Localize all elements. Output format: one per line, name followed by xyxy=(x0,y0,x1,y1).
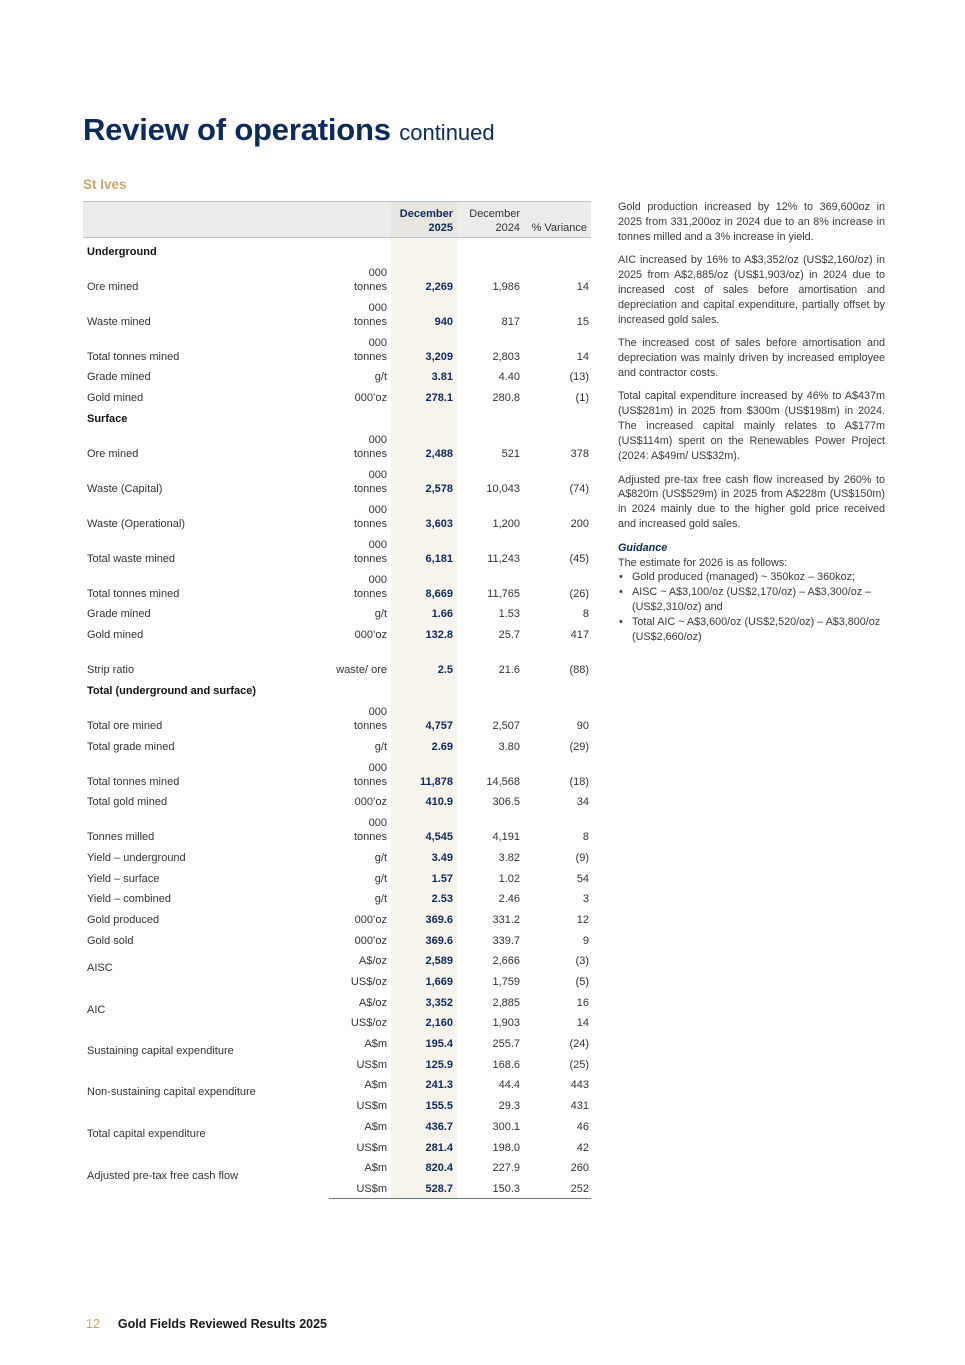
cell-current: 2,589 xyxy=(391,948,457,969)
row-label: Gold sold xyxy=(87,934,134,947)
cell-variance: 9 xyxy=(582,934,589,947)
cell-variance: 3 xyxy=(582,893,589,906)
cell-variance: (88) xyxy=(569,664,589,677)
cell-current xyxy=(391,238,457,259)
cell-unit: 000 tonnes xyxy=(353,266,387,293)
cell-unit: 000 tonnes xyxy=(353,761,387,788)
cell-prior: 44.4 xyxy=(498,1079,520,1092)
row-label: Total tonnes mined xyxy=(87,350,180,363)
row-label: Total capital expenditure xyxy=(87,1127,206,1140)
cell-prior: 306.5 xyxy=(492,796,520,809)
cell-variance: 260 xyxy=(570,1162,589,1175)
table-row xyxy=(83,1113,591,1134)
commentary-paragraph: Adjusted pre-tax free cash flow increased by 260% to A$820m (US$529m) in 2025 from A$228m (US$150m) in 2024 mainly due to the higher gold price received and increased gold sales. xyxy=(618,473,885,531)
cell-variance: (18) xyxy=(569,775,589,788)
page-footer xyxy=(86,1317,327,1331)
table-row xyxy=(83,642,591,677)
table-row xyxy=(83,364,591,385)
cell-current: 3.49 xyxy=(391,844,457,865)
cell-unit: US$m xyxy=(356,1141,387,1154)
cell-unit: g/t xyxy=(374,371,387,384)
cell-current xyxy=(391,677,457,698)
commentary-paragraph: Total capital expenditure increased by 46% to A$437m (US$281m) in 2025 from $300m (US$198m) in 2024. The increased capital mainly relates to A$177m (US$114m) spent on the Renewables Power Project (2024: A$49m/ US$32m). xyxy=(618,390,885,463)
operations-table xyxy=(83,201,591,1199)
table-row xyxy=(83,698,591,733)
table-row xyxy=(83,531,591,566)
cell-current: 6,181 xyxy=(391,531,457,566)
cell-variance: 42 xyxy=(576,1141,589,1154)
table-row xyxy=(83,844,591,865)
page-title xyxy=(83,112,495,148)
guidance-item: • Total AIC ~ A$3,600/oz (US$2,520/oz) – A$3,800/oz (US$2,660/oz) xyxy=(618,615,885,645)
cell-unit: 000 tonnes xyxy=(353,705,387,732)
cell-current: 436.7 xyxy=(391,1113,457,1134)
cell-variance xyxy=(524,405,591,426)
row-label: Total waste mined xyxy=(87,552,176,565)
cell-prior: 29.3 xyxy=(498,1100,520,1113)
cell-unit: 000 tonnes xyxy=(353,301,387,328)
row-label: Waste mined xyxy=(87,315,151,328)
cell-prior: 14,568 xyxy=(486,775,520,788)
header-variance: % Variance xyxy=(524,202,591,238)
cell-unit: g/t xyxy=(374,893,387,906)
cell-unit xyxy=(329,405,391,426)
cell-prior: 1.02 xyxy=(498,872,520,885)
cell-variance: 34 xyxy=(576,796,589,809)
row-label: Yield – surface xyxy=(87,872,160,885)
cell-prior: 4.40 xyxy=(498,371,520,384)
table-header-row xyxy=(83,202,591,238)
cell-prior: 2,885 xyxy=(492,996,520,1009)
header-unit xyxy=(329,202,391,238)
cell-current: 11,878 xyxy=(391,754,457,789)
cell-variance: 54 xyxy=(576,872,589,885)
cell-unit: g/t xyxy=(374,872,387,885)
cell-prior: 168.6 xyxy=(492,1058,520,1071)
guidance-heading: Guidance xyxy=(618,541,668,554)
cell-current: 241.3 xyxy=(391,1072,457,1093)
cell-unit: 000 tonnes xyxy=(353,538,387,565)
table-row xyxy=(83,948,591,969)
table-row xyxy=(83,601,591,622)
table-row xyxy=(83,886,591,907)
cell-unit: A$/oz xyxy=(358,955,387,968)
table-row xyxy=(83,461,591,496)
cell-unit xyxy=(329,677,391,698)
row-label: Grade mined xyxy=(87,608,151,621)
table-row xyxy=(83,496,591,531)
cell-current: 195.4 xyxy=(391,1030,457,1051)
cell-variance: 15 xyxy=(576,315,589,328)
row-label: Waste (Capital) xyxy=(87,482,163,495)
cell-variance: (3) xyxy=(575,955,589,968)
table-section-row xyxy=(83,405,591,426)
table-row xyxy=(83,989,591,1010)
cell-variance: 16 xyxy=(576,996,589,1009)
cell-prior: 339.7 xyxy=(492,934,520,947)
cell-prior: 2,666 xyxy=(492,955,520,968)
cell-prior: 1,200 xyxy=(492,517,520,530)
cell-current: 2.69 xyxy=(391,733,457,754)
table-row xyxy=(83,809,591,844)
cell-unit: 000 tonnes xyxy=(353,817,387,844)
cell-current: 8,669 xyxy=(391,566,457,601)
cell-prior: 2.46 xyxy=(498,893,520,906)
cell-current: 369.6 xyxy=(391,927,457,948)
row-label: Gold mined xyxy=(87,392,144,405)
cell-unit: 000’oz xyxy=(354,934,387,947)
cell-variance: 14 xyxy=(576,280,589,293)
cell-unit: A$m xyxy=(364,1038,387,1051)
cell-prior: 25.7 xyxy=(498,629,520,642)
table-section-row xyxy=(83,677,591,698)
page-title-main: Review of operations xyxy=(83,112,391,147)
section-label: Total (underground and surface) xyxy=(87,684,257,697)
cell-variance: (9) xyxy=(575,851,589,864)
row-label: Total gold mined xyxy=(87,796,168,809)
cell-current: 2.5 xyxy=(391,642,457,677)
cell-prior: 3.82 xyxy=(498,851,520,864)
cell-current: 2,160 xyxy=(391,1010,457,1031)
cell-prior: 300.1 xyxy=(492,1120,520,1133)
table-row xyxy=(83,754,591,789)
commentary-paragraph: Gold production increased by 12% to 369,600oz in 2025 from 331,200oz in 2024 due to an 8% increase in tonnes milled and a 3% increase in yield. xyxy=(618,201,885,243)
cell-prior: 3.80 xyxy=(498,740,520,753)
cell-current: 369.6 xyxy=(391,906,457,927)
cell-current: 1.66 xyxy=(391,601,457,622)
cell-prior: 1,759 xyxy=(492,976,520,988)
cell-prior: 198.0 xyxy=(492,1141,520,1154)
cell-variance: 252 xyxy=(524,1175,591,1198)
row-label: Total ore mined xyxy=(87,719,163,732)
cell-variance: (25) xyxy=(569,1058,589,1071)
cell-unit: A$m xyxy=(364,1079,387,1092)
cell-variance: 14 xyxy=(576,350,589,363)
cell-current: 4,545 xyxy=(391,809,457,844)
row-label: Strip ratio xyxy=(87,664,135,677)
cell-prior xyxy=(457,238,524,259)
cell-current: 4,757 xyxy=(391,698,457,733)
cell-unit: US$m xyxy=(329,1175,391,1198)
row-label: Waste (Operational) xyxy=(87,517,186,530)
guidance-intro: The estimate for 2026 is as follows: xyxy=(618,556,788,569)
header-prior-period: December 2024 xyxy=(457,202,524,238)
cell-unit: 000 tonnes xyxy=(353,573,387,600)
row-label: Ore mined xyxy=(87,447,139,460)
cell-current: 3,209 xyxy=(391,329,457,364)
cell-current: 2.53 xyxy=(391,886,457,907)
cell-variance: 200 xyxy=(570,517,589,530)
table-row xyxy=(83,789,591,810)
table-row xyxy=(83,865,591,886)
cell-prior: 817 xyxy=(501,315,520,328)
guidance-item: • Gold produced (managed) ~ 350koz – 360koz; xyxy=(618,570,885,585)
commentary-column xyxy=(618,200,885,645)
table-section-row xyxy=(83,238,591,259)
cell-variance: 378 xyxy=(570,447,589,460)
table-row xyxy=(83,1072,591,1093)
cell-current: 528.7 xyxy=(391,1175,457,1198)
cell-variance: 46 xyxy=(576,1120,589,1133)
cell-current xyxy=(391,405,457,426)
row-label: Yield – underground xyxy=(87,851,186,864)
cell-variance: (29) xyxy=(569,740,589,753)
cell-unit: A$/oz xyxy=(358,996,387,1009)
footer-title: Gold Fields Reviewed Results 2025 xyxy=(117,1317,328,1331)
cell-prior: 521 xyxy=(501,447,520,460)
table-row xyxy=(83,1030,591,1051)
guidance-list xyxy=(618,570,885,645)
cell-current: 281.4 xyxy=(391,1134,457,1155)
cell-unit: 000’oz xyxy=(354,796,387,809)
cell-unit: US$m xyxy=(356,1100,387,1113)
cell-unit: g/t xyxy=(374,608,387,621)
cell-current: 1.57 xyxy=(391,865,457,886)
cell-unit: 000’oz xyxy=(354,629,387,642)
cell-variance: (45) xyxy=(569,552,589,565)
row-label: Total tonnes mined xyxy=(87,587,180,600)
row-label: Total grade mined xyxy=(87,740,175,753)
cell-current: 155.5 xyxy=(391,1092,457,1113)
table-row xyxy=(83,906,591,927)
cell-variance: 14 xyxy=(576,1017,589,1030)
cell-variance: 12 xyxy=(576,913,589,926)
row-label: Grade mined xyxy=(87,371,151,384)
cell-current: 125.9 xyxy=(391,1051,457,1072)
commentary-paragraph: AIC increased by 16% to A$3,352/oz (US$2,160/oz) in 2025 from A$2,885/oz (US$1,903/oz) in 2024 due to increased cost of sales before amortisation and depreciation and capital expenditure, partially offset by increased gold sales. xyxy=(618,254,885,326)
cell-unit xyxy=(329,238,391,259)
cell-current: 2,488 xyxy=(391,426,457,461)
table-row xyxy=(83,384,591,405)
cell-variance xyxy=(524,238,591,259)
header-label xyxy=(83,202,329,238)
table-row xyxy=(83,621,591,642)
cell-prior: 1,903 xyxy=(492,1017,520,1030)
cell-unit: A$m xyxy=(364,1162,387,1175)
cell-current: 820.4 xyxy=(391,1155,457,1176)
section-label: Surface xyxy=(87,412,128,425)
table-row xyxy=(83,566,591,601)
cell-prior xyxy=(457,677,524,698)
row-label: AIC xyxy=(87,1003,106,1016)
cell-unit: 000 tonnes xyxy=(353,468,387,495)
table-row xyxy=(83,927,591,948)
cell-variance: 8 xyxy=(582,608,589,621)
cell-unit: 000 tonnes xyxy=(353,336,387,363)
cell-unit: waste/ ore xyxy=(336,664,387,677)
guidance-item: • AISC ~ A$3,100/oz (US$2,170/oz) – A$3,300/oz – (US$2,310/oz) and xyxy=(618,585,885,615)
row-label: Adjusted pre-tax free cash flow xyxy=(87,1170,239,1183)
cell-variance: (13) xyxy=(569,371,589,384)
table-row xyxy=(83,1155,591,1176)
cell-prior: 2,507 xyxy=(492,719,520,732)
cell-current: 940 xyxy=(391,294,457,329)
cell-prior: 1,986 xyxy=(492,280,520,293)
page-title-suffix: continued xyxy=(399,120,495,145)
cell-current: 2,269 xyxy=(391,259,457,294)
row-label: Tonnes milled xyxy=(87,831,155,844)
cell-prior: 1.53 xyxy=(498,608,520,621)
cell-unit: A$m xyxy=(364,1120,387,1133)
cell-prior: 227.9 xyxy=(492,1162,520,1175)
row-label: Sustaining capital expenditure xyxy=(87,1045,234,1058)
cell-variance: (24) xyxy=(569,1038,589,1051)
cell-unit: 000 tonnes xyxy=(353,503,387,530)
table-row xyxy=(83,426,591,461)
page-number: 12 xyxy=(86,1317,100,1331)
cell-variance: 8 xyxy=(582,831,589,844)
cell-current: 3,352 xyxy=(391,989,457,1010)
cell-variance: 90 xyxy=(576,719,589,732)
cell-prior: 10,043 xyxy=(486,482,520,495)
cell-prior: 11,765 xyxy=(487,587,520,600)
cell-unit: g/t xyxy=(374,851,387,864)
cell-current: 2,578 xyxy=(391,461,457,496)
cell-unit: US$/oz xyxy=(350,976,387,988)
cell-current: 278.1 xyxy=(391,384,457,405)
cell-prior: 21.6 xyxy=(498,664,520,677)
cell-prior: 2,803 xyxy=(492,350,520,363)
cell-variance: (26) xyxy=(569,587,589,600)
cell-variance xyxy=(524,677,591,698)
cell-variance: (1) xyxy=(575,392,589,405)
table-row xyxy=(83,733,591,754)
cell-prior: 280.8 xyxy=(492,392,520,405)
row-label: Yield – combined xyxy=(87,893,171,906)
cell-unit: g/t xyxy=(374,740,387,753)
cell-unit: 000’oz xyxy=(354,913,387,926)
table-header xyxy=(83,202,591,238)
cell-variance: 417 xyxy=(570,629,589,642)
cell-current: 3.81 xyxy=(391,364,457,385)
table-row xyxy=(83,259,591,294)
cell-variance: (5) xyxy=(575,976,589,988)
cell-current: 3,603 xyxy=(391,496,457,531)
cell-prior: 4,191 xyxy=(492,831,520,844)
cell-unit: US$m xyxy=(356,1058,387,1071)
cell-prior: 11,243 xyxy=(487,552,520,565)
cell-variance: 443 xyxy=(570,1079,589,1092)
row-label: Ore mined xyxy=(87,280,139,293)
cell-unit: 000’oz xyxy=(354,392,387,405)
cell-unit: US$/oz xyxy=(350,1017,387,1030)
section-heading: St Ives xyxy=(83,177,127,192)
header-current-period: December 2025 xyxy=(391,202,457,238)
table-body xyxy=(83,238,591,1199)
table-row xyxy=(83,294,591,329)
row-label: AISC xyxy=(87,962,113,975)
cell-unit: 000 tonnes xyxy=(353,433,387,460)
cell-current: 1,669 xyxy=(391,968,457,989)
row-label: Gold produced xyxy=(87,913,160,926)
cell-prior: 150.3 xyxy=(457,1175,524,1198)
cell-current: 410.9 xyxy=(391,789,457,810)
cell-current: 132.8 xyxy=(391,621,457,642)
cell-variance: (74) xyxy=(569,482,589,495)
cell-prior xyxy=(457,405,524,426)
cell-variance: 431 xyxy=(570,1100,589,1113)
section-label: Underground xyxy=(87,245,157,258)
row-label: Total tonnes mined xyxy=(87,775,180,788)
row-label: Gold mined xyxy=(87,629,144,642)
table-row xyxy=(83,329,591,364)
commentary-paragraph: The increased cost of sales before amortisation and depreciation was mainly driven by increased employee and contractor costs. xyxy=(618,337,885,380)
cell-prior: 331.2 xyxy=(492,913,520,926)
row-label: Non-sustaining capital expenditure xyxy=(87,1086,256,1099)
cell-prior: 255.7 xyxy=(492,1038,520,1051)
